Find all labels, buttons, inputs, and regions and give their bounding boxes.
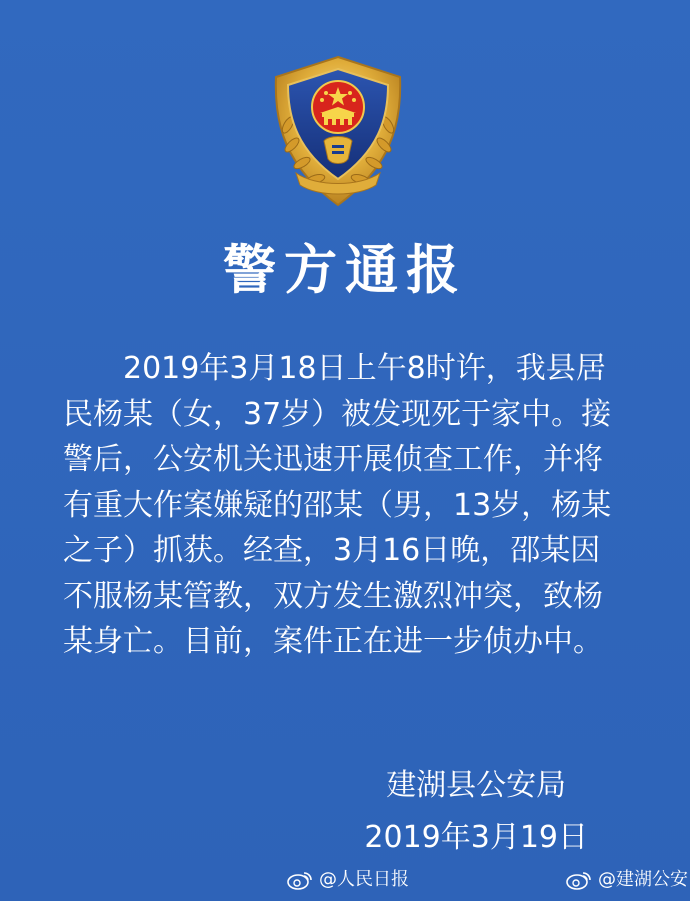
body-line: 不服杨某管教，双方发生激烈冲突，致杨 (63, 578, 603, 614)
watermark-label: @建湖公安 (598, 869, 688, 890)
notice-title: 警方通报 (223, 240, 467, 301)
body-line: 2019年3月18日上午8时许，我县居 (63, 351, 606, 386)
weibo-icon (566, 870, 592, 890)
watermark-jianhu (566, 868, 688, 892)
signature-block (364, 760, 588, 864)
body-line: 之子）抓获。经查，3月16日晚，邵某因 (63, 533, 601, 568)
body-line: 民杨某（女，37岁）被发现死于家中。接 (63, 396, 612, 432)
body-line: 某身亡。目前，案件正在进一步侦办中。 (63, 624, 603, 659)
weibo-icon (287, 870, 313, 890)
issuer-name: 建湖县公安局 (386, 768, 567, 803)
body-line: 警后，公安机关迅速开展侦查工作，并将 (63, 442, 603, 477)
body-line: 有重大作案嫌疑的邵某（男，13岁，杨某 (63, 487, 612, 523)
police-emblem-icon (266, 55, 410, 207)
notice-body (63, 346, 663, 665)
issue-date: 2019年3月19日 (364, 820, 588, 855)
watermark-label: @人民日报 (319, 869, 409, 890)
watermark-renmin (287, 868, 409, 892)
